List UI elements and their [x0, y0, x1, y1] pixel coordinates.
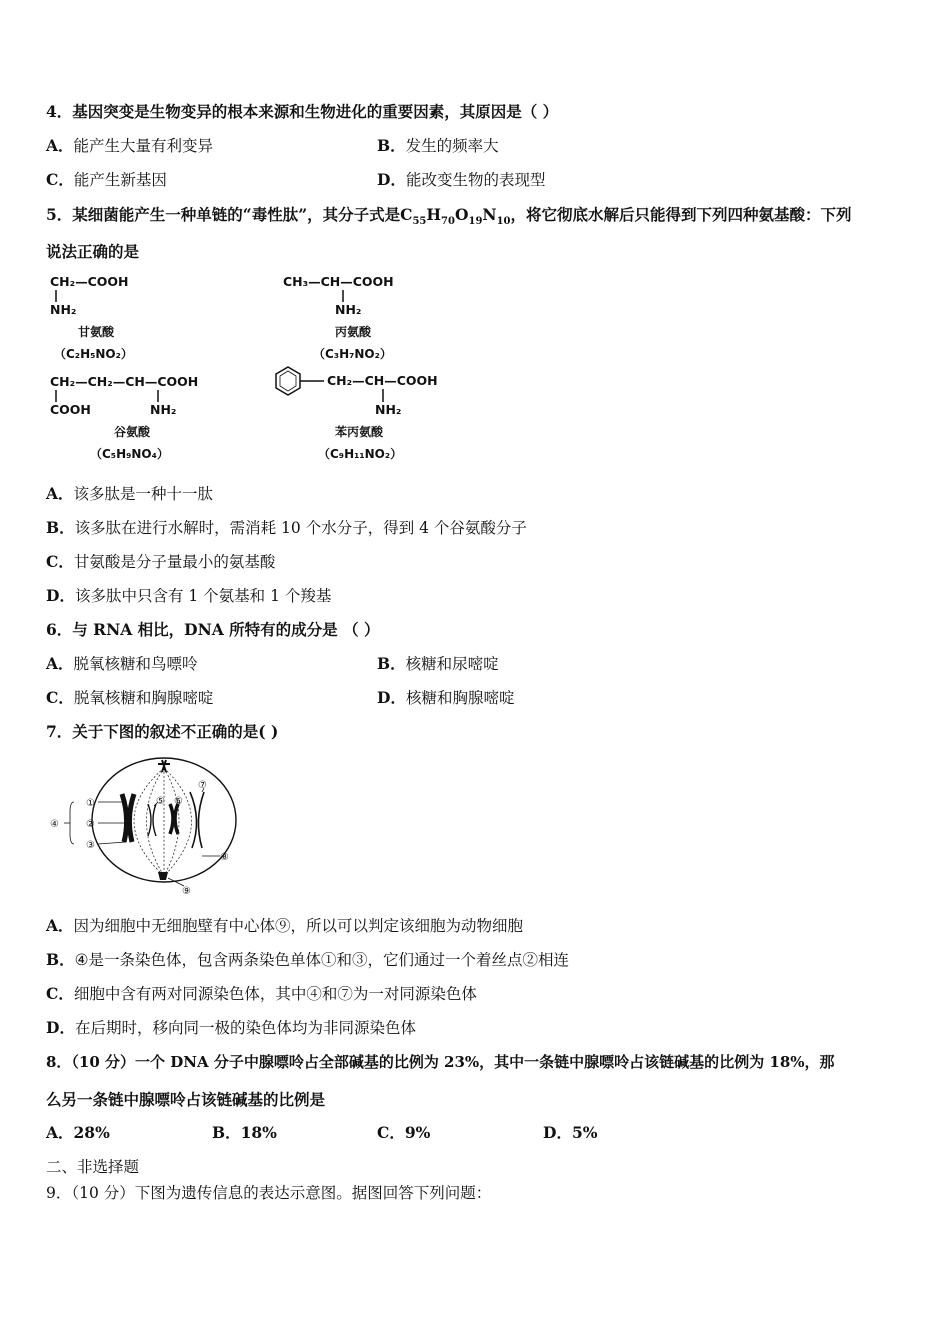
q4-option-c[interactable]: C．能产生新基因 — [46, 170, 167, 189]
q4-option-a[interactable]: A．能产生大量有利变异 — [46, 136, 214, 155]
label-9: ⑨ — [182, 886, 191, 897]
label-3: ③ — [86, 840, 95, 851]
q6-option-a[interactable]: A．脱氧核糖和鸟嘌呤 — [46, 654, 198, 673]
alanine-structure: CH₃—CH—COOH — [283, 274, 394, 289]
label-4: ④ — [50, 819, 59, 830]
glutamate-name: 谷氨酸 — [114, 425, 151, 439]
q4-option-d[interactable]: D．能改变生物的表现型 — [377, 170, 546, 189]
cell-division-diagram — [44, 752, 244, 900]
glutamate-carboxyl-group: COOH — [50, 402, 91, 417]
amino-acid-structures-figure — [40, 268, 480, 468]
q4-option-b[interactable]: B．发生的频率大 — [377, 136, 499, 155]
glycine-formula: （C₂H₅NO₂） — [54, 347, 133, 361]
label-1: ① — [86, 798, 95, 809]
q8-option-d[interactable]: D．5% — [543, 1123, 598, 1142]
q5-option-a[interactable]: A．该多肽是一种十一肽 — [46, 484, 214, 503]
q8-stem: 8．（10 分）一个 DNA 分子中腺嘌呤占全部碱基的比例为 23%，其中一条链中腺嘌呤占该链碱基的比例为 18%，那 — [46, 1053, 835, 1071]
phenylalanine-amino-group: NH₂ — [375, 402, 402, 417]
q7-option-c[interactable]: C．细胞中含有两对同源染色体，其中④和⑦为一对同源染色体 — [46, 984, 477, 1003]
glycine-structure: CH₂—COOH — [50, 274, 129, 289]
glutamate-amino-group: NH₂ — [150, 402, 177, 417]
alanine-amino-group: NH₂ — [335, 302, 362, 317]
label-8: ⑧ — [220, 852, 229, 863]
label-5: ⑤ — [156, 796, 165, 807]
section-heading: 二、非选择题 — [46, 1158, 140, 1176]
q4-stem: 4．基因突变是生物变异的根本来源和生物进化的重要因素，其原因是（ ） — [46, 102, 559, 121]
q6-option-b[interactable]: B．核糖和尿嘧啶 — [377, 654, 499, 673]
q6-stem: 6．与 RNA 相比，DNA 所特有的成分是 （ ） — [46, 620, 380, 639]
alanine-name: 丙氨酸 — [335, 325, 372, 339]
alanine-formula: （C₃H₇NO₂） — [313, 347, 392, 361]
q7-option-b[interactable]: B．④是一条染色体，包含两条染色单体①和③，它们通过一个着丝点②相连 — [46, 950, 570, 969]
q8-option-a[interactable]: A．28% — [46, 1123, 110, 1142]
q6-option-d[interactable]: D．核糖和胸腺嘧啶 — [377, 688, 515, 707]
phenylalanine-formula: （C₉H₁₁NO₂） — [318, 447, 403, 461]
label-2: ② — [86, 819, 95, 830]
q6-option-c[interactable]: C．脱氧核糖和胸腺嘧啶 — [46, 688, 214, 707]
q5-stem-cont: 说法正确的是 — [46, 242, 140, 261]
q9-stem: 9．（10 分）下图为遗传信息的表达示意图。据图回答下列问题： — [46, 1184, 492, 1202]
q5-option-d[interactable]: D．该多肽中只含有 1 个氨基和 1 个羧基 — [46, 586, 332, 605]
q5-stem: 5．某细菌能产生一种单链的“毒性肽”，其分子式是$C_{55}H_{70}O_{19}N_{10}$，将它彻底水解后只能得到下列四种氨基酸：下列 — [46, 205, 852, 228]
q7-stem: 7．关于下图的叙述不正确的是( ) — [46, 722, 279, 741]
q5-option-b[interactable]: B．该多肽在进行水解时，需消耗 10 个水分子，得到 4 个谷氨酸分子 — [46, 518, 527, 537]
glutamate-formula: （C₅H₉NO₄） — [90, 447, 169, 461]
q8-option-b[interactable]: B．18% — [212, 1123, 277, 1142]
q8-stem-cont: 么另一条链中腺嘌呤占该链碱基的比例是 — [46, 1090, 326, 1109]
molecular-formula: $C_{55}H_{70}O_{19}N_{10}$ — [400, 205, 511, 228]
label-6: ⑥ — [174, 796, 183, 807]
phenylalanine-structure: CH₂—CH—COOH — [327, 373, 438, 388]
phenylalanine-name: 苯丙氨酸 — [335, 425, 384, 439]
glutamate-structure: CH₂—CH₂—CH—COOH — [50, 374, 199, 389]
label-7: ⑦ — [198, 780, 207, 791]
q8-option-c[interactable]: C．9% — [377, 1123, 431, 1142]
glycine-amino-group: NH₂ — [50, 302, 77, 317]
q5-option-c[interactable]: C．甘氨酸是分子量最小的氨基酸 — [46, 552, 276, 571]
glycine-name: 甘氨酸 — [78, 325, 115, 339]
q7-option-a[interactable]: A．因为细胞中无细胞壁有中心体⑨，所以可以判定该细胞为动物细胞 — [46, 916, 524, 935]
q7-option-d[interactable]: D．在后期时，移向同一极的染色体均为非同源染色体 — [46, 1018, 416, 1037]
